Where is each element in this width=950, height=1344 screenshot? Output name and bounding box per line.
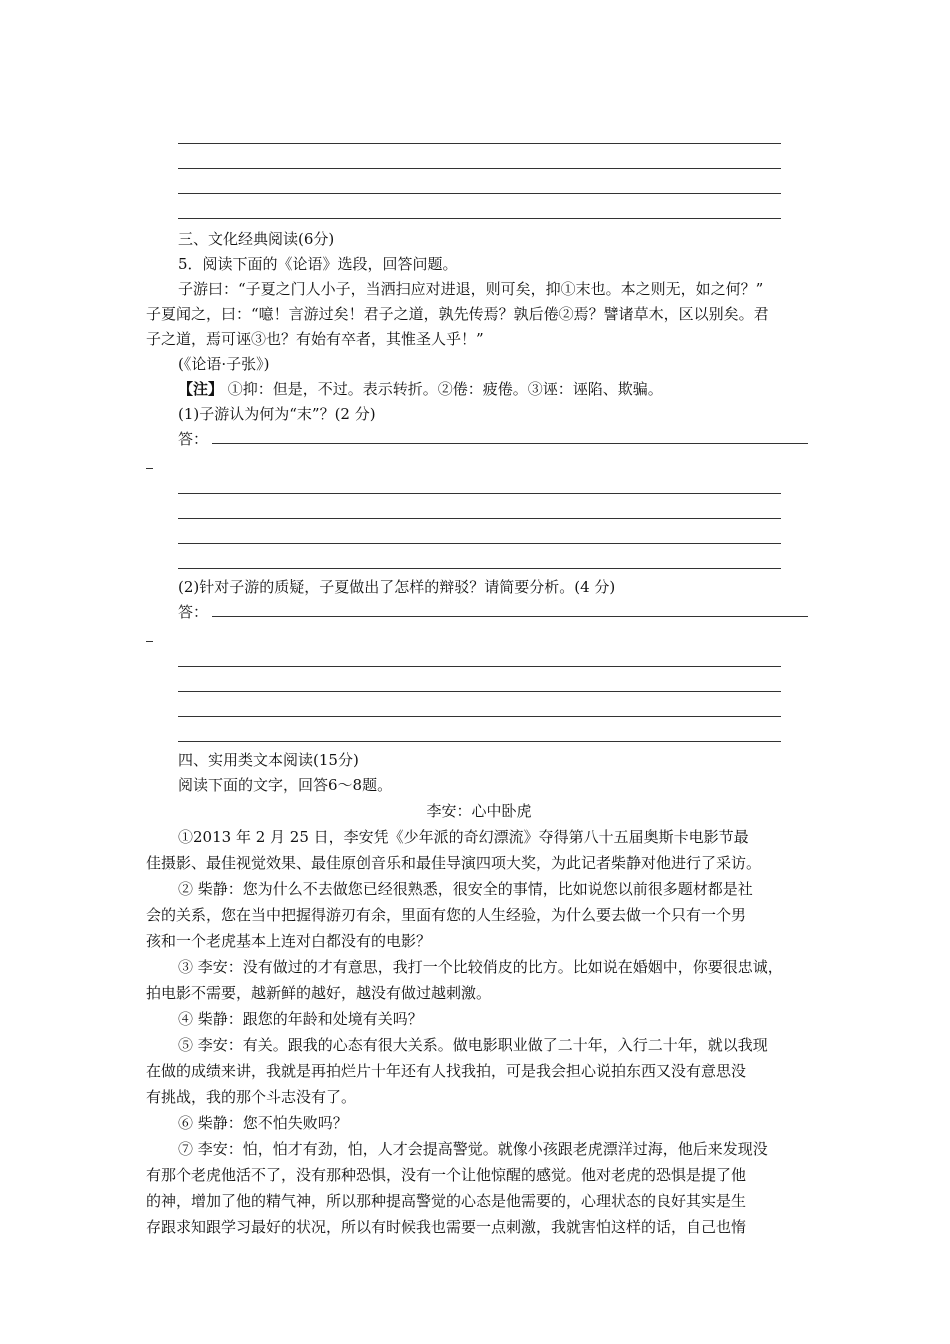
- answer-line: [178, 168, 781, 169]
- sub-question: (2)针对子游的质疑，子夏做出了怎样的辩驳？请简要分析。(4 分): [178, 578, 616, 596]
- article-title: 李安：心中卧虎: [426, 802, 532, 820]
- answer-line-stub: [146, 468, 153, 469]
- article-paragraph-line: 的神，增加了他的精气神，所以那种提高警觉的心态是他需要的，心理状态的良好其实是生: [146, 1192, 747, 1210]
- answer-line: [178, 193, 781, 194]
- footnote-text: ①抑：但是，不过。表示转折。②倦：疲倦。③诬：诬陷、欺骗。: [227, 380, 663, 398]
- article-paragraph-line: 拍电影不需要，越新鲜的越好，越没有做过越刺激。: [146, 984, 492, 1002]
- article-paragraph-line: ⑦ 李安：怕，怕才有劲，怕，人才会提高警觉。就像小孩跟老虎漂洋过海，他后来发现没: [178, 1140, 768, 1158]
- question-intro: 5．阅读下面的《论语》选段，回答问题。: [178, 255, 458, 273]
- answer-line: [178, 493, 781, 494]
- passage-source: (《论语·子张》): [178, 355, 270, 373]
- answer-line: [212, 616, 808, 617]
- article-paragraph-line: ⑥ 柴静：您不怕失败吗？: [178, 1114, 348, 1132]
- article-paragraph-line: 存跟求知跟学习最好的状况，所以有时候我也需要一点刺激，我就害怕这样的话，自己也惰: [146, 1218, 747, 1236]
- answer-line-stub: [146, 641, 153, 642]
- article-paragraph-line: 佳摄影、最佳视觉效果、最佳原创音乐和最佳导演四项大奖，为此记者柴静对他进行了采访。: [146, 854, 762, 872]
- answer-line: [178, 666, 781, 667]
- article-paragraph-line: ④ 柴静：跟您的年龄和处境有关吗？: [178, 1010, 423, 1028]
- section-heading: 四、实用类文本阅读(15分): [178, 751, 359, 769]
- article-paragraph-line: ①2013 年 2 月 25 日，李安凭《少年派的奇幻漂流》夺得第八十五届奥斯卡电影节最: [178, 828, 749, 846]
- passage-line: 子游曰：“子夏之门人小子，当洒扫应对进退，则可矣，抑①末也。本之则无，如之何？”: [178, 280, 764, 298]
- answer-line: [178, 218, 781, 219]
- answer-line: [178, 518, 781, 519]
- answer-line: [178, 741, 781, 742]
- article-paragraph-line: ⑤ 李安：有关。跟我的心态有很大关系。做电影职业做了二十年，入行二十年，就以我现: [178, 1036, 768, 1054]
- answer-line: [178, 716, 781, 717]
- article-paragraph-line: ② 柴静：您为什么不去做您已经很熟悉，很安全的事情，比如说您以前很多题材都是社: [178, 880, 753, 898]
- answer-line: [178, 568, 781, 569]
- article-paragraph-line: 在做的成绩来讲，我就是再拍烂片十年还有人找我拍，可是我会担心说拍东西又没有意思没: [146, 1062, 747, 1080]
- answer-line: [212, 443, 808, 444]
- passage-line: 子夏闻之，曰：“噫！言游过矣！君子之道，孰先传焉？孰后倦②焉？譬诸草木，区以别矣。君: [146, 305, 769, 323]
- article-paragraph-line: 孩和一个老虎基本上连对白都没有的电影？: [146, 932, 432, 950]
- answer-label: 答：: [178, 430, 209, 448]
- footnote-label: 【注】: [178, 380, 224, 398]
- answer-line: [178, 143, 781, 144]
- passage-line: 子之道，焉可诬③也？有始有卒者，其惟圣人乎！”: [146, 330, 484, 348]
- answer-label: 答：: [178, 603, 209, 621]
- answer-line: [178, 543, 781, 544]
- answer-line: [178, 691, 781, 692]
- article-paragraph-line: ③ 李安：没有做过的才有意思，我打一个比较俏皮的比方。比如说在婚姻中，你要很忠诚，: [178, 958, 783, 976]
- article-paragraph-line: 会的关系，您在当中把握得游刃有余，里面有您的人生经验，为什么要去做一个只有一个男: [146, 906, 747, 924]
- section-heading: 三、文化经典阅读(6分): [178, 230, 335, 248]
- article-paragraph-line: 有挑战，我的那个斗志没有了。: [146, 1088, 357, 1106]
- sub-question: (1)子游认为何为“末”？(2 分): [178, 405, 376, 423]
- section-intro: 阅读下面的文字，回答6～8题。: [178, 776, 393, 794]
- article-paragraph-line: 有那个老虎他活不了，没有那种恐惧，没有一个让他惊醒的感觉。他对老虎的恐惧是提了他: [146, 1166, 747, 1184]
- footnote: [146, 376, 844, 402]
